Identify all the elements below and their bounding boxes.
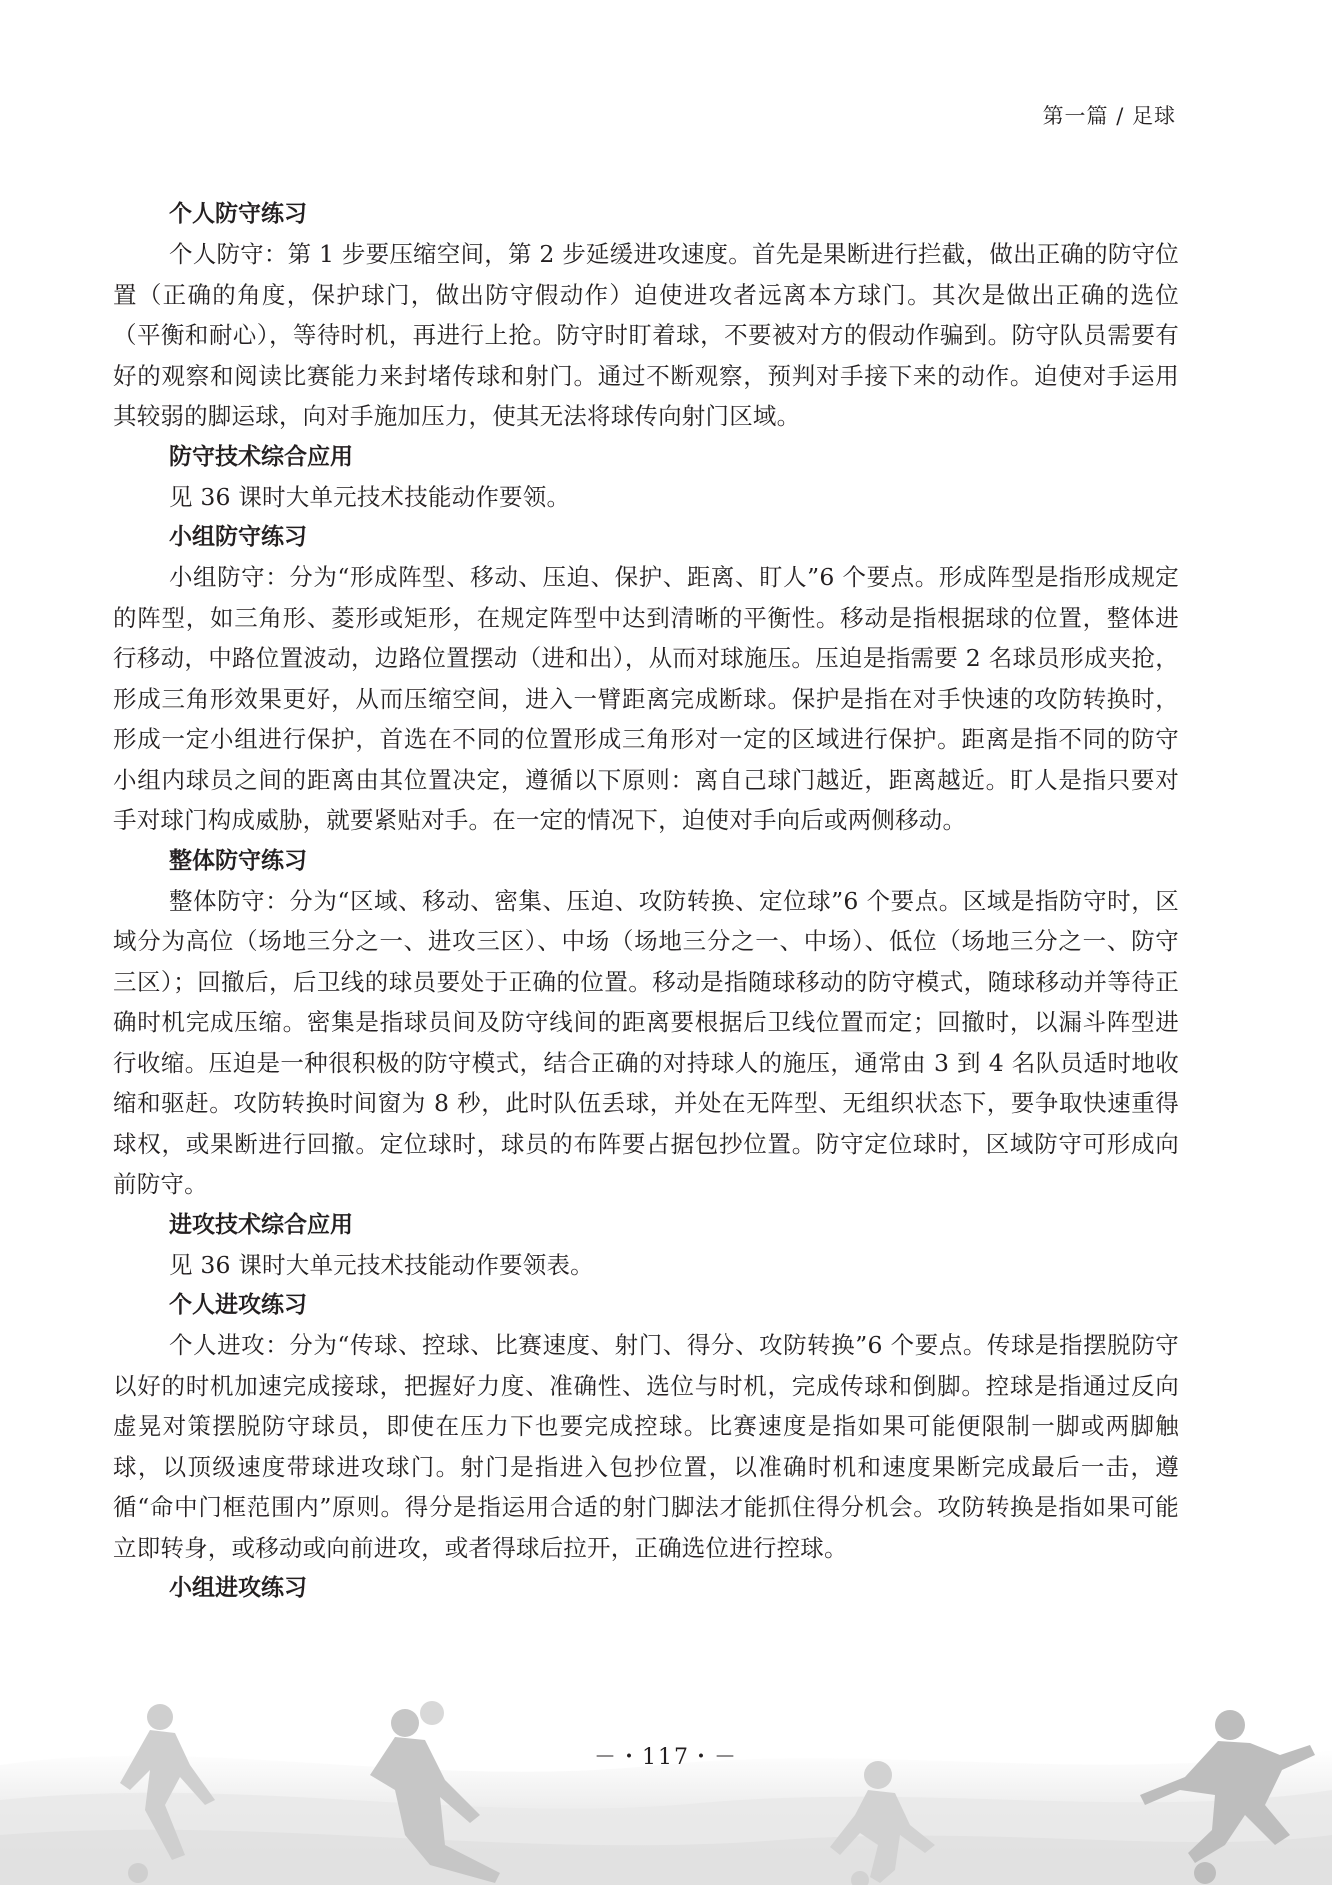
section-group-defense bbox=[113, 517, 1179, 841]
section-heading: 进攻技术综合应用 bbox=[169, 1211, 353, 1238]
section-heading: 小组防守练习 bbox=[169, 524, 307, 550]
section-heading: 整体防守练习 bbox=[169, 847, 307, 874]
section-defense-technique bbox=[113, 437, 1179, 518]
section-paragraph: 见 36 课时大单元技术技能动作要领。 bbox=[169, 482, 571, 511]
section-paragraph: 整体防守：分为“区域、移动、密集、压迫、攻防转换、定位球”6 个要点。区域是指防守时，区域分为高位（场地三分之一、进攻三区）、中场（场地三分之一、中场）、低位（场地三分之一、防守三区）；回撤后，后卫线的球员要处于正确的位置。移动是指随球移动的防守模式，随球移动并等待正确时机完成压缩。密集是指球员间及防守线间的距离要根据后卫线位置而定；回撤时，以漏斗阵型进行收缩。压迫是一种很积极的防守模式，结合正确的对持球人的施压，通常由 3 到 4 名队员适时地收缩和驱赶。攻防转换时间窗为 8 秒，此时队伍丢球，并处在无阵型、无组织状态下，要争取快速重得球权，或果断进行回撤。定位球时，球员的布阵要占据包抄位置。防守定位球时，区域防守可形成向前防守。 bbox=[113, 886, 1179, 1198]
page-body bbox=[113, 194, 1179, 1608]
section-paragraph: 小组防守：分为“形成阵型、移动、压迫、保护、距离、盯人”6 个要点。形成阵型是指形成规定的阵型，如三角形、菱形或矩形，在规定阵型中达到清晰的平衡性。移动是指根据球的位置，整体进行移动，中路位置波动，边路位置摆动（进和出），从而对球施压。压迫是指需要 2 名球员形成夹抢，形成三角形效果更好，从而压缩空间，进入一臂距离完成断球。保护是指在对手快速的攻防转换时，形成一定小组进行保护，首选在不同的位置形成三角形对一定的区域进行保护。距离是指不同的防守小组内球员之间的距离由其位置决定，遵循以下原则：离自己球门越近，距离越近。盯人是指只要对手对球门构成威胁，就要紧贴对手。在一定的情况下，迫使对手向后或两侧移动。 bbox=[113, 563, 1179, 834]
running-header: 第一篇 / 足球 bbox=[1042, 104, 1176, 128]
section-individual-attack bbox=[113, 1285, 1179, 1568]
footer-decoration bbox=[0, 1695, 1332, 1885]
section-team-defense bbox=[113, 841, 1179, 1205]
page-number: －・117・－ bbox=[594, 1745, 738, 1770]
section-individual-defense bbox=[113, 194, 1179, 437]
section-heading: 个人进攻练习 bbox=[169, 1292, 307, 1318]
section-heading: 防守技术综合应用 bbox=[169, 443, 353, 470]
section-paragraph: 见 36 课时大单元技术技能动作要领表。 bbox=[169, 1250, 594, 1279]
section-group-attack bbox=[113, 1568, 1179, 1608]
section-heading: 个人防守练习 bbox=[169, 201, 307, 227]
section-paragraph: 个人进攻：分为“传球、控球、比赛速度、射门、得分、攻防转换”6 个要点。传球是指摆脱防守以好的时机加速完成接球，把握好力度、准确性、选位与时机，完成传球和倒脚。控球是指通过反向虚晃对策摆脱防守球员，即使在压力下也要完成控球。比赛速度是指如果可能便限制一脚或两脚触球，以顶级速度带球进攻球门。射门是指进入包抄位置，以准确时机和速度果断完成最后一击，遵循“命中门框范围内”原则。得分是指运用合适的射门脚法才能抓住得分机会。攻防转换是指如果可能立即转身，或移动或向前进攻，或者得球后拉开，正确选位进行控球。 bbox=[113, 1331, 1179, 1562]
section-paragraph: 个人防守：第 1 步要压缩空间，第 2 步延缓进攻速度。首先是果断进行拦截，做出正确的防守位置（正确的角度，保护球门，做出防守假动作）迫使进攻者远离本方球门。其次是做出正确的选位（平衡和耐心），等待时机，再进行上抢。防守时盯着球，不要被对方的假动作骗到。防守队员需要有好的观察和阅读比赛能力来封堵传球和射门。通过不断观察，预判对手接下来的动作。迫使对手运用其较弱的脚运球，向对手施加压力，使其无法将球传向射门区域。 bbox=[113, 240, 1179, 430]
section-attack-technique bbox=[113, 1205, 1179, 1286]
section-heading: 小组进攻练习 bbox=[169, 1575, 307, 1601]
